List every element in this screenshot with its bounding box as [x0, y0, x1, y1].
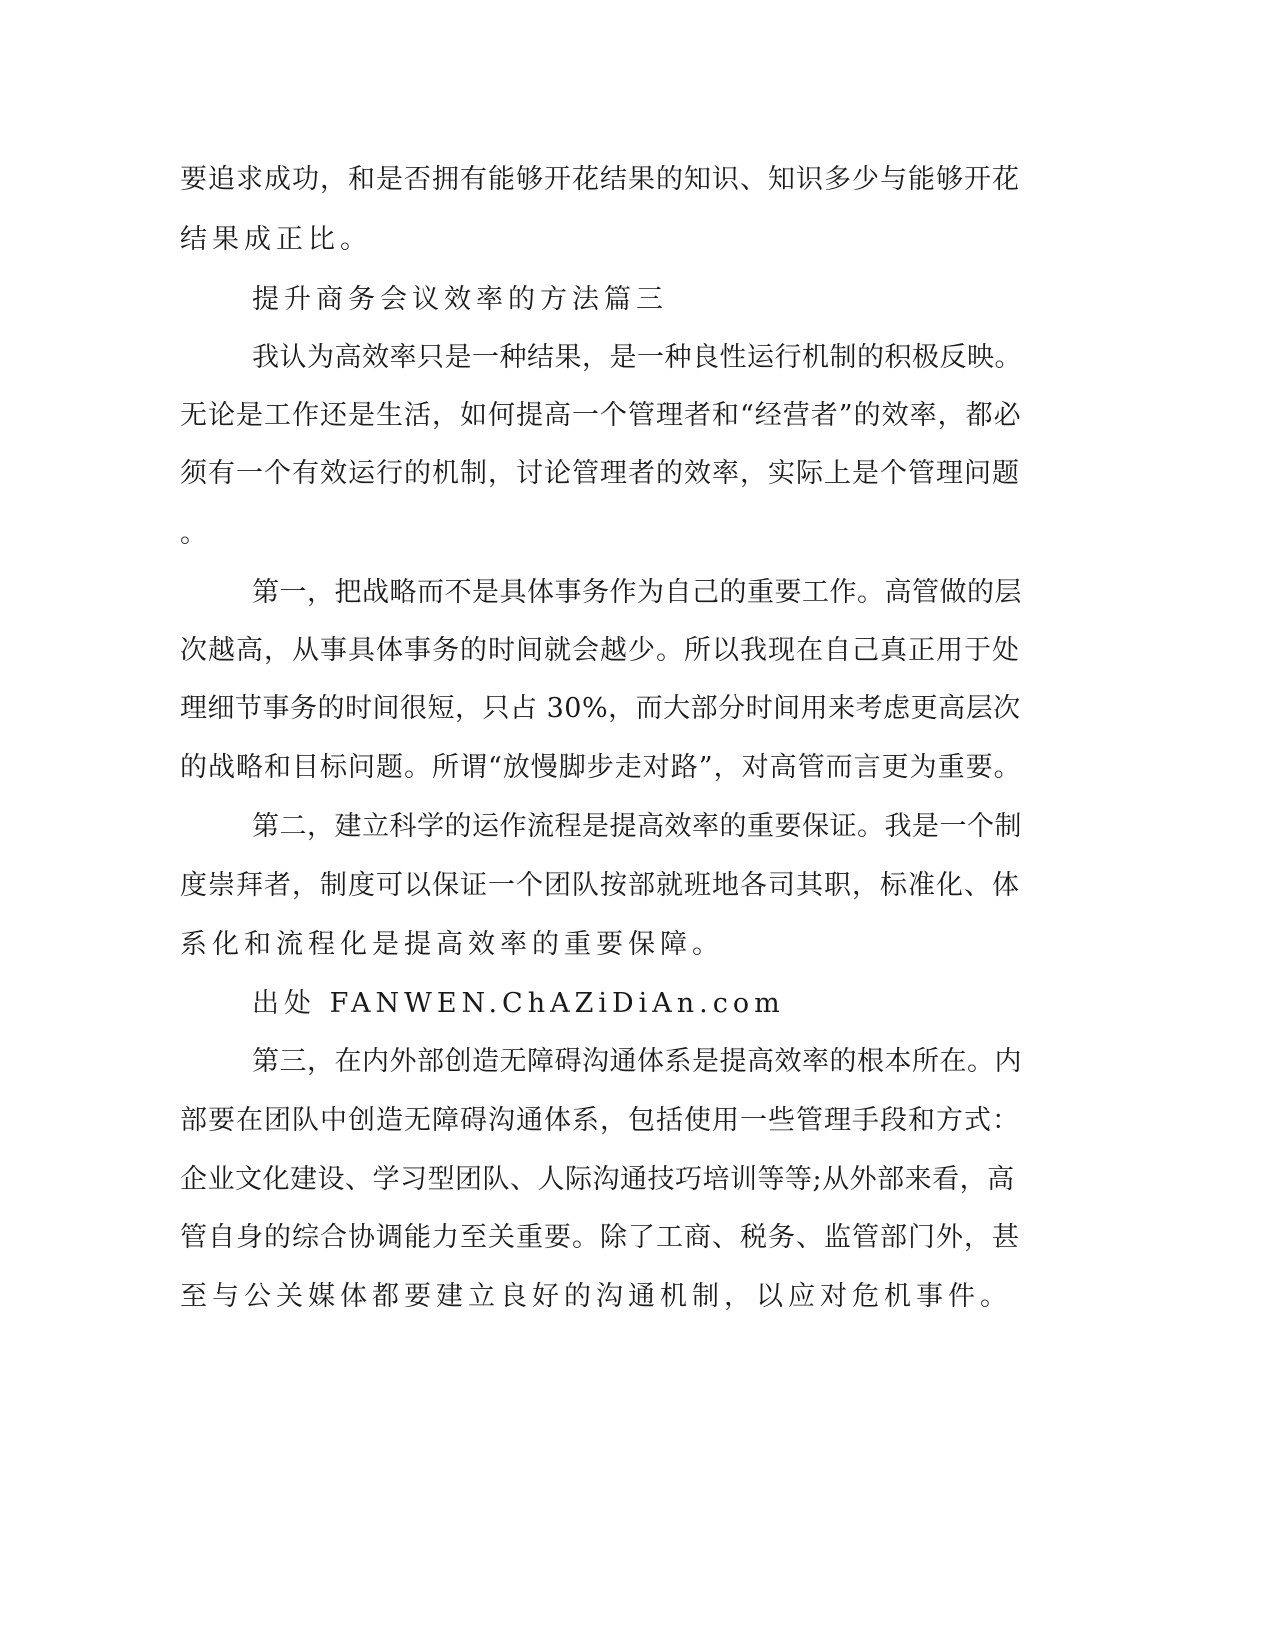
paragraph-line: 的战略和目标问题。所谓“放慢脚步走对路”，对高管而言更为重要。 [180, 752, 1022, 783]
paragraph-line: 须有一个有效运行的机制，讨论管理者的效率，实际上是个管理问题 [180, 458, 1020, 489]
section-heading: 提升商务会议效率的方法篇三 [252, 284, 668, 315]
paragraph-line: 企业文化建设、学习型团队、人际沟通技巧培训等等;从外部来看，高 [180, 1164, 1015, 1195]
paragraph-line: 。 [180, 518, 212, 549]
paragraph-line: 部要在团队中创造无障碍沟通体系，包括使用一些管理手段和方式： [180, 1105, 1020, 1136]
paragraph-line: 理细节事务的时间很短，只占 30%，而大部分时间用来考虑更高层次 [180, 693, 1021, 724]
paragraph-line: 要追求成功，和是否拥有能够开花结果的知识、知识多少与能够开花 [180, 164, 1020, 195]
paragraph-line: 结果成正比。 [180, 224, 372, 255]
paragraph-line: 第一，把战略而不是具体事务作为自己的重要工作。高管做的层 [252, 577, 1022, 608]
paragraph-line: 次越高，从事具体事务的时间就会越少。所以我现在自己真正用于处 [180, 635, 1020, 666]
paragraph-line: 系化和流程化是提高效率的重要保障。 [180, 929, 724, 960]
paragraph-line: 至与公关媒体都要建立良好的沟通机制，以应对危机事件。 [180, 1281, 1012, 1312]
paragraph-line: 第二，建立科学的运作流程是提高效率的重要保证。我是一个制 [252, 811, 1022, 842]
paragraph-line: 无论是工作还是生活，如何提高一个管理者和“经营者”的效率，都必 [180, 400, 1022, 431]
paragraph-line: 第三，在内外部创造无障碍沟通体系是提高效率的根本所在。内 [252, 1046, 1022, 1077]
paragraph-line: 我认为高效率只是一种结果，是一种良性运行机制的积极反映。 [252, 342, 1022, 373]
source-line: 出处 FANWEN.ChAZiDiAn.com [252, 988, 785, 1019]
paragraph-line: 度崇拜者，制度可以保证一个团队按部就班地各司其职，标准化、体 [180, 870, 1020, 901]
paragraph-line: 管自身的综合协调能力至关重要。除了工商、税务、监管部门外，甚 [180, 1222, 1020, 1253]
